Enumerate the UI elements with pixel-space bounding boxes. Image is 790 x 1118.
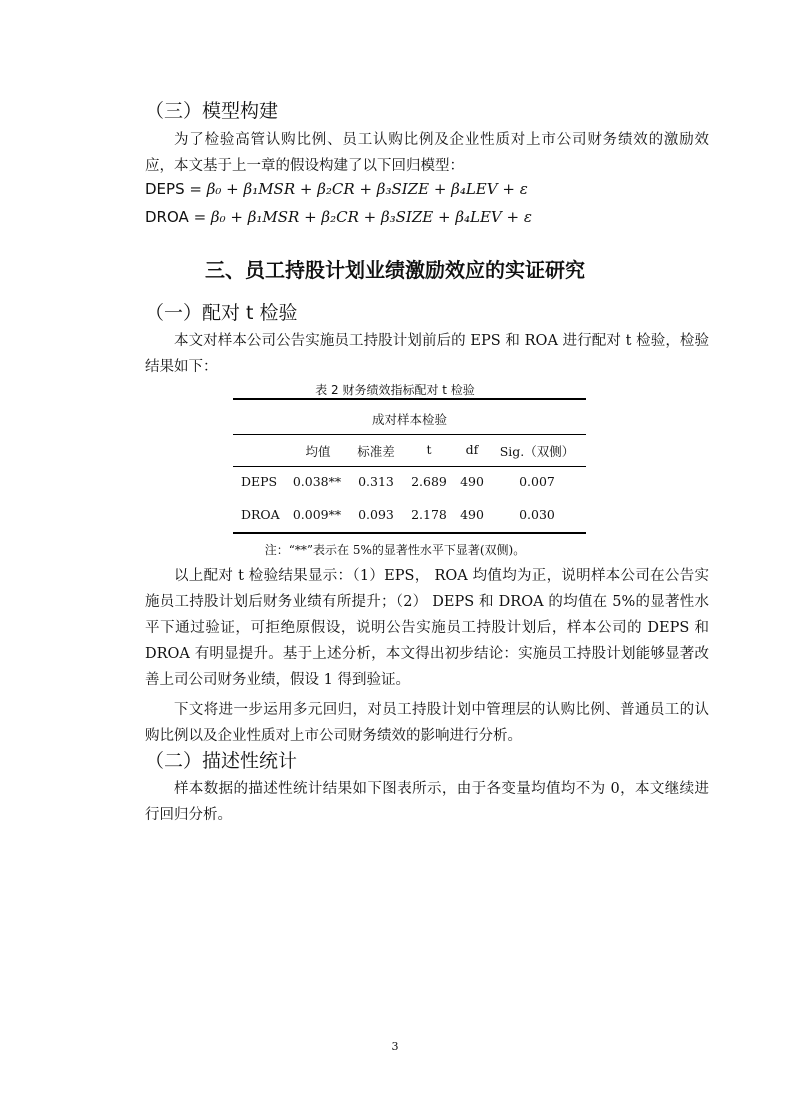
ttest-table (233, 398, 586, 534)
table-cell: 0.038** (292, 474, 342, 489)
table-mid-rule (233, 434, 586, 435)
equation-rhs: = β₀ + β₁MSR + β₂CR + β₃SIZE + β₄LEV + ε (193, 208, 532, 226)
row-label: DROA (241, 507, 280, 522)
table-top-rule (233, 398, 586, 400)
section-heading-desc: （二）描述性统计 (145, 750, 298, 772)
paragraph-next-steps: 下文将进一步运用多元回归，对员工持股计划中管理层的认购比例、普通员工的认购比例以及企业性质对上市公司财务绩效的影响进行分析。 (145, 702, 709, 744)
equation-deps (145, 180, 528, 198)
table-group-header: 成对样本检验 (371, 412, 447, 427)
table-row (233, 474, 586, 494)
chapter-heading: 三、员工持股计划业绩激励效应的实证研究 (205, 258, 585, 282)
column-header: 均值 (305, 444, 331, 459)
table-cell: 0.030 (519, 507, 555, 522)
paragraph-ttest-results: 以上配对 t 检验结果显示：（1）EPS， ROA 均值均为正，说明样本公司在公告实施员工持股计划后财务业绩有所提升；（2） DEPS 和 DROA 的均值在 5%的显著性水平下通过验证，可拒绝原假设，说明公告实施员工持股计划后，样本公司的 DEPS 和 DROA 有明显提升。基于上述分析，本文得出初步结论：实施员工持股计划能够显著改善上司公司财务业绩，假设 1 得到验证。 (145, 568, 709, 688)
table-caption: 表 2 财务绩效指标配对 t 检验 (315, 383, 475, 397)
table-note: 注：“**”表示在 5%的显著性水平下显著(双侧)。 (264, 543, 526, 557)
column-header: Sig.（双侧） (499, 444, 575, 459)
equation-lhs: DROA (145, 208, 189, 226)
table-cell: 490 (460, 507, 484, 522)
equation-lhs: DEPS (145, 180, 185, 198)
table-cell: 0.093 (358, 507, 394, 522)
paragraph-desc: 样本数据的描述性统计结果如下图表所示，由于各变量均值均不为 0，本文继续进行回归分析。 (145, 781, 709, 823)
section-heading-model: （三）模型构建 (145, 100, 279, 122)
table-header-row (233, 442, 586, 462)
column-header: 标准差 (357, 444, 395, 459)
paragraph-ttest-intro: 本文对样本公司公告实施员工持股计划前后的 EPS 和 ROA 进行配对 t 检验，检验结果如下： (145, 333, 709, 375)
table-cell: 0.009** (292, 507, 342, 522)
page-number: 3 (391, 1040, 399, 1053)
table-cell: 2.178 (411, 507, 447, 522)
column-header: df (465, 442, 479, 457)
equation-rhs: = β₀ + β₁MSR + β₂CR + β₃SIZE + β₄LEV + ε (189, 180, 528, 198)
table-cell: 0.007 (519, 474, 555, 489)
table-bottom-rule (233, 532, 586, 534)
table-cell: 0.313 (358, 474, 394, 489)
table-cell: 490 (460, 474, 484, 489)
equation-droa (145, 208, 532, 226)
table-group-header-row (233, 410, 586, 430)
table-row (233, 507, 586, 527)
section-heading-ttest: （一）配对 t 检验 (145, 302, 298, 324)
column-header: t (426, 442, 432, 457)
paragraph-model-intro: 为了检验高管认购比例、员工认购比例及企业性质对上市公司财务绩效的激励效应，本文基于上一章的假设构建了以下回归模型： (145, 132, 709, 174)
table-header-rule (233, 466, 586, 467)
row-label: DEPS (241, 474, 278, 489)
table-cell: 2.689 (411, 474, 447, 489)
